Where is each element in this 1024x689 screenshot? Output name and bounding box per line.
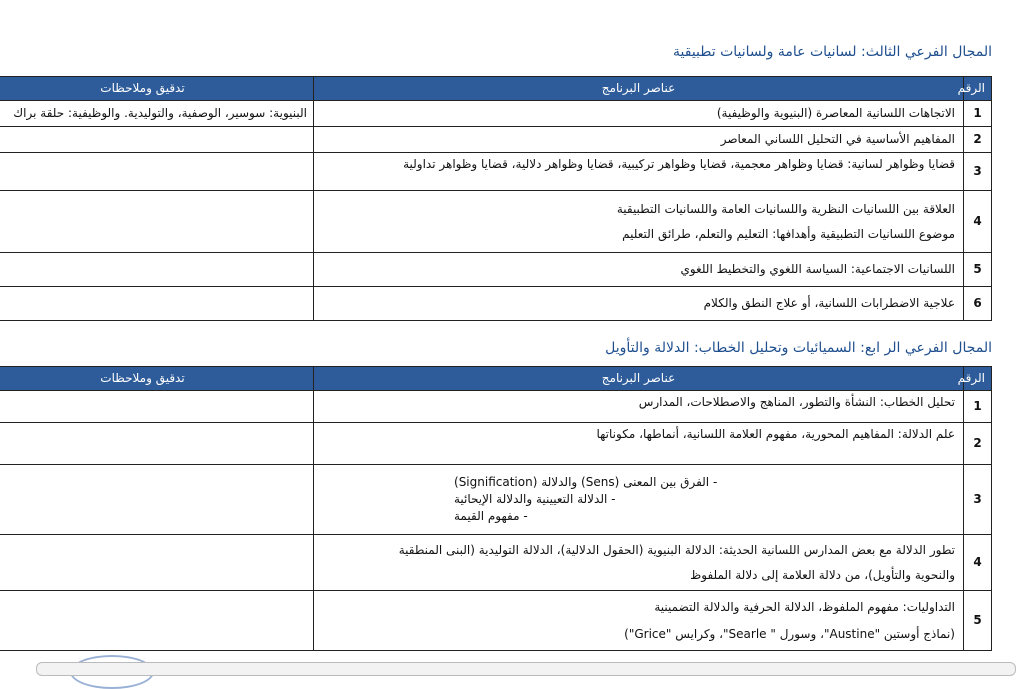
row-content — [314, 127, 964, 153]
row-number: 2 — [964, 127, 992, 153]
table-row — [0, 591, 992, 651]
section3-table — [0, 76, 992, 321]
row-content — [314, 535, 964, 591]
row-content — [314, 591, 964, 651]
row-number: 5 — [964, 591, 992, 651]
header-notes: تدقيق وملاحظات — [0, 367, 314, 391]
row-number: 3 — [964, 465, 992, 535]
bottom-scrollbar[interactable] — [36, 662, 1016, 676]
table-row — [0, 253, 992, 287]
row-note — [0, 423, 314, 465]
row-number: 1 — [964, 101, 992, 127]
row-content — [314, 253, 964, 287]
table-row — [0, 423, 992, 465]
content-line: المفاهيم الأساسية في التحليل اللساني المعاصر — [720, 132, 955, 146]
table-row — [0, 391, 992, 423]
table-row — [0, 101, 992, 127]
row-note — [0, 465, 314, 535]
bullet-item: - مفهوم القيمة — [454, 508, 955, 525]
content-line: موضوع اللسانيات التطبيقية وأهدافها: التعليم والتعلم، طرائق التعليم — [622, 226, 955, 241]
row-content — [314, 423, 964, 465]
content-line: اللسانيات الاجتماعية: السياسة اللغوي والتخطيط اللغوي — [680, 262, 955, 276]
header-num: الرقم — [964, 367, 992, 391]
content-line: تحليل الخطاب: النشأة والتطور، المناهج والاصطلاحات، المدارس — [638, 395, 955, 409]
content-line: قضايا وظواهر لسانية: قضايا وظواهر معجمية، قضايا وظواهر تركيبية، قضايا وظواهر دلالية، قضايا وظواهر تداولية — [403, 157, 955, 171]
table-row — [0, 535, 992, 591]
row-note — [0, 287, 314, 321]
row-content — [314, 191, 964, 253]
table-row — [0, 191, 992, 253]
row-note: البنيوية: سوسير، الوصفية، والتوليدية. والوظيفية: حلقة براك — [0, 101, 314, 127]
row-note — [0, 591, 314, 651]
content-line: الاتجاهات اللسانية المعاصرة (البنيوية والوظيفية) — [716, 106, 955, 120]
row-number: 4 — [964, 535, 992, 591]
row-content — [314, 287, 964, 321]
row-content — [314, 391, 964, 423]
content-line: (نماذج أوستين "Austine"، وسورل " Searle"، وكرايس "Grice") — [624, 626, 955, 641]
row-number: 3 — [964, 153, 992, 191]
row-note — [0, 253, 314, 287]
row-note — [0, 535, 314, 591]
content-line: والنحوية والتأويل)، من دلالة العلامة إلى دلالة الملفوظ — [690, 567, 955, 582]
section4-title: المجال الفرعي الر ابع: السميائيات وتحليل الخطاب: الدلالة والتأويل — [605, 340, 992, 356]
content-line: علم الدلالة: المفاهيم المحورية، مفهوم العلامة اللسانية، أنماطها، مكوناتها — [596, 427, 955, 441]
content-line: تطور الدلالة مع بعض المدارس اللسانية الحديثة: الدلالة البنيوية (الحقول الدلالية)، الدلالة التوليدية (البنى المنطقية — [398, 542, 955, 557]
table-row — [0, 153, 992, 191]
row-number: 2 — [964, 423, 992, 465]
row-note — [0, 391, 314, 423]
bullet-item: - الدلالة التعيينية والدلالة الإيحائية — [454, 491, 955, 508]
header-num: الرقم — [964, 77, 992, 101]
section3-title: المجال الفرعي الثالث: لسانيات عامة ولسانيات تطبيقية — [673, 44, 992, 60]
header-content: عناصر البرنامج — [314, 77, 964, 101]
row-note — [0, 127, 314, 153]
row-number: 4 — [964, 191, 992, 253]
header-content: عناصر البرنامج — [314, 367, 964, 391]
content-line: التداوليات: مفهوم الملفوظ، الدلالة الحرفية والدلالة التضمينية — [654, 599, 955, 614]
row-note — [0, 191, 314, 253]
table-row — [0, 287, 992, 321]
row-content — [314, 101, 964, 127]
content-line: العلاقة بين اللسانيات النظرية واللسانيات العامة واللسانيات التطبيقية — [616, 201, 955, 216]
bullet-item: - الفرق بين المعنى (Sens) والدلالة (Signification) — [454, 474, 955, 491]
row-note — [0, 153, 314, 191]
row-content — [314, 465, 964, 535]
row-content — [314, 153, 964, 191]
row-number: 6 — [964, 287, 992, 321]
section4-table — [0, 366, 992, 651]
section4-header-row — [0, 367, 992, 391]
row-number: 1 — [964, 391, 992, 423]
content-line: علاجية الاضطرابات اللسانية، أو علاج النطق والكلام — [703, 296, 955, 310]
row-number: 5 — [964, 253, 992, 287]
table-row — [0, 465, 992, 535]
table-row — [0, 127, 992, 153]
header-notes: تدقيق وملاحظات — [0, 77, 314, 101]
section3-header-row — [0, 77, 992, 101]
